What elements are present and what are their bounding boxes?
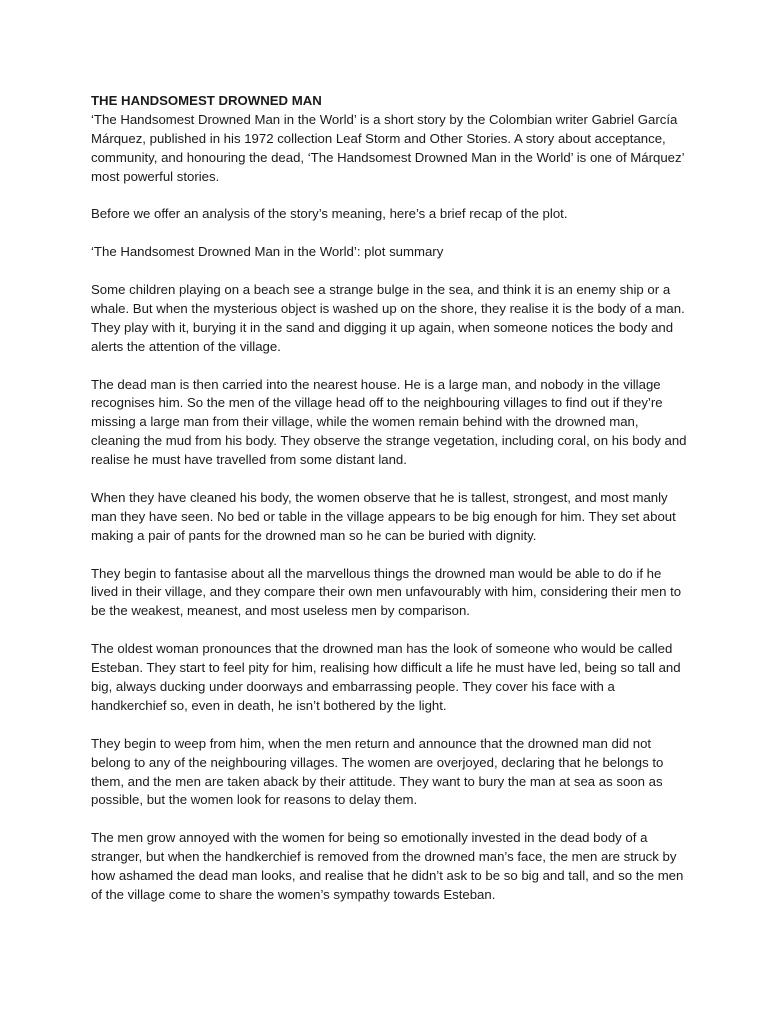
paragraph-cleaned: When they have cleaned his body, the women observe that he is tallest, strongest, and most manly man they have seen. No bed or table in the village appears to be big enough for him. They set about making a pair of pants for the drowned man so he can be buried with dignity.: [91, 489, 676, 543]
paragraph-fantasise: They begin to fantasise about all the marvellous things the drowned man would be able to do if he lived in their village, and they compare their own men unfavourably with him, considering their men to be the weakest, meanest, and most useless men by comparison.: [91, 565, 682, 619]
paragraph-men-return: They begin to weep from him, when the men return and announce that the drowned man did not belong to any of the neighbouring villages. The women are overjoyed, declaring that he belongs to them, and the men are taken aback by their attitude. They want to bury the man at sea as soon as possible, but the women look for reasons to delay them.: [91, 735, 664, 808]
paragraph-recap-note: Before we offer an analysis of the story’s meaning, here’s a brief recap of the plot.: [91, 206, 568, 222]
paragraph-sympathy: The men grow annoyed with the women for being so emotionally invested in the dead body of a stranger, but when the handkerchief is removed from the drowned man’s face, the men are struck by how ashamed the dead man looks, and realise that he didn’t ask to be so big and tall, and so the men of the village come to share the women’s sympathy towards Esteban.: [91, 830, 684, 902]
section-heading-plot-summary: ‘The Handsomest Drowned Man in the World’: plot summary: [91, 244, 444, 260]
paragraph-beach: Some children playing on a beach see a strange bulge in the sea, and think it is an enemy ship or a whale. But when the mysterious object is washed up on the shore, they realise it is the body of a man. They play with it, burying it in the sand and digging it up again, when someone notices the body and alerts the attention of the village.: [91, 282, 685, 354]
document-page: [91, 92, 691, 924]
paragraph-esteban: The oldest woman pronounces that the drowned man has the look of someone who would be called Esteban. They start to feel pity for him, realising how difficult a life he must have led, being so tall and big, always ducking under doorways and embarrassing people. They cover his face with a handkerchief so, even in death, he isn’t bothered by the light.: [91, 641, 681, 713]
document-title: THE HANDSOMEST DROWNED MAN: [91, 93, 322, 108]
paragraph-house: The dead man is then carried into the nearest house. He is a large man, and nobody in the village recognises him. So the men of the village head off to the neighbouring villages to find out if they’re missing a large man from their village, while the women remain behind with the drowned man, cleaning the mud from his body. They observe the strange vegetation, including coral, on his body and realise he must have travelled from some distant land.: [91, 376, 687, 468]
paragraph-intro: ‘The Handsomest Drowned Man in the World’ is a short story by the Colombian writer Gabriel García Márquez, published in his 1972 collection Leaf Storm and Other Stories. A story about acceptance, community, and honouring the dead, ‘The Handsomest Drowned Man in the World’ is one of Márquez’ most powerful stories.: [91, 111, 685, 184]
